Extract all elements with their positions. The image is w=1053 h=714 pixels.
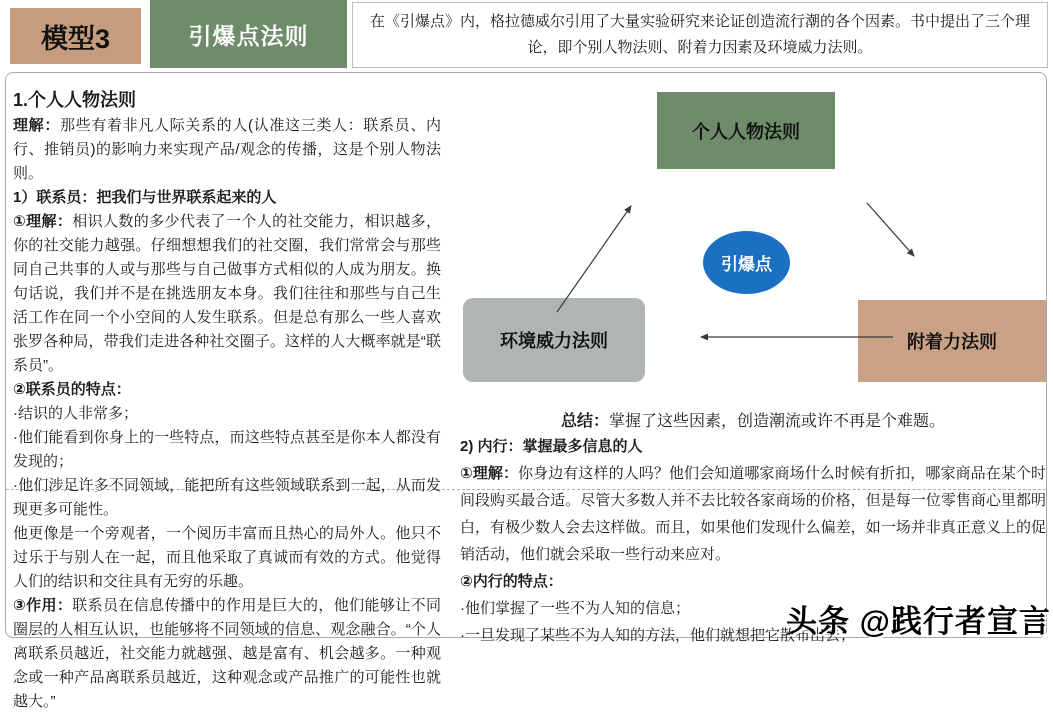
intro-text-box: [352, 2, 1048, 68]
connector-role: [13, 594, 441, 714]
maven-traits-heading: ②内行的特点：: [460, 573, 563, 590]
connector-understanding-text: 相识人数的多少代表了一个人的社交能力，相识越多，你的社交能力越强。仔细想想我们的社交圈，我们常常会与那些同自己共事的人或与那些与自己做事方式相似的人成为朋友。换句话说，我们并不是在挑选朋友本身。我们往往和那些与自己生活工作在同一个小空间的人发生联系。但是总有那么一些人喜欢张罗各种局，带我们走进各种社交圈子。这样的人大概率就是“联系员”。: [13, 213, 441, 374]
diagram-node-tipping-point: 引爆点: [703, 231, 790, 294]
section-1-heading: 1.个人人物法则: [13, 90, 137, 110]
summary-label: 总结：: [560, 413, 609, 430]
maven-trait-item: ·一旦发现了某些不为人知的方法，他们就想把它散布出去；: [460, 627, 855, 644]
connector-role-label: ③作用：: [13, 597, 73, 614]
page-title: [150, 0, 347, 68]
diagram-node-power-of-context: 环境威力法则: [463, 298, 645, 382]
understanding-label: 理解：: [13, 117, 60, 134]
model-badge: [10, 8, 141, 64]
diagram-node-stickiness: 附着力法则: [858, 300, 1046, 382]
maven-heading: 2) 内行：掌握最多信息的人: [460, 438, 643, 455]
intro-text: 在《引爆点》内，格拉德威尔引用了大量实验研究来论证创造流行潮的各个因素。书中提出了三个理论，即个别人物法则、附着力因素及环境威力法则。: [369, 13, 1030, 56]
connector-traits-heading: ②联系员的特点：: [13, 381, 131, 398]
maven-understanding: [460, 460, 1046, 568]
connector-understanding: [13, 210, 441, 378]
section-1-understanding: [13, 114, 441, 186]
connector-observer-text: 他更像是一个旁观者，一个阅历丰富而且热心的局外人。他只不过乐于与别人在一起，而且他采取了真诚而有效的方式。他觉得人们的结识和交往具有无穷的乐趣。: [13, 525, 441, 590]
maven-trait-item: ·他们掌握了一些不为人知的信息；: [460, 600, 690, 617]
diagram-node-law-of-the-few: 个人人物法则: [657, 92, 835, 169]
maven-understanding-label: ①理解：: [460, 465, 519, 482]
left-column: [13, 86, 441, 714]
summary-text: 掌握了这些因素，创造潮流或许不再是个难题。: [609, 413, 946, 430]
connector-understanding-label: ①理解：: [13, 213, 73, 230]
watermark: 头条 @践行者宣言: [786, 604, 1051, 639]
maven-understanding-text: 你身边有这样的人吗？他们会知道哪家商场什么时候有折扣，哪家商品在某个时间段购买最合适。尽管大多数人并不去比较各家商场的价格，但是每一位零售商心里都明白，有极少数人会去这样做。而且，如果他们发现什么偏差，如一场并非真正意义上的促销活动，他们就会采取一些行动来应对。: [460, 465, 1046, 563]
connector-trait-item: ·他们能看到你身上的一些特点，而这些特点甚至是你本人都没有发现的；: [13, 429, 441, 470]
connector-trait-item: ·结识的人非常多；: [13, 405, 138, 422]
connector-heading: 1）联系员：把我们与世界联系起来的人: [13, 189, 277, 206]
connector-role-text: 联系员在信息传播中的作用是巨大的，他们能够让不同圈层的人相互认识，也能够将不同领域的信息、观念融合。“个人离联系员越近，社交能力就越强、越是富有、机会越多。一种观念或一种产品离联系员越近，这种观念或产品推广的可能性也就越大。”: [13, 597, 441, 710]
page-title-label: 引爆点法则: [188, 22, 309, 49]
summary-line: [460, 408, 1046, 431]
connector-trait-item: ·他们涉足许多不同领域，能把所有这些领域联系到一起，从而发现更多可能性。: [13, 477, 441, 518]
understanding-text: 那些有着非凡人际关系的人(认准这三类人：联系员、内行、推销员)的影响力来实现产品/观念的传播，这是个别人物法则。: [13, 117, 441, 182]
model-badge-label: 模型3: [40, 23, 111, 54]
